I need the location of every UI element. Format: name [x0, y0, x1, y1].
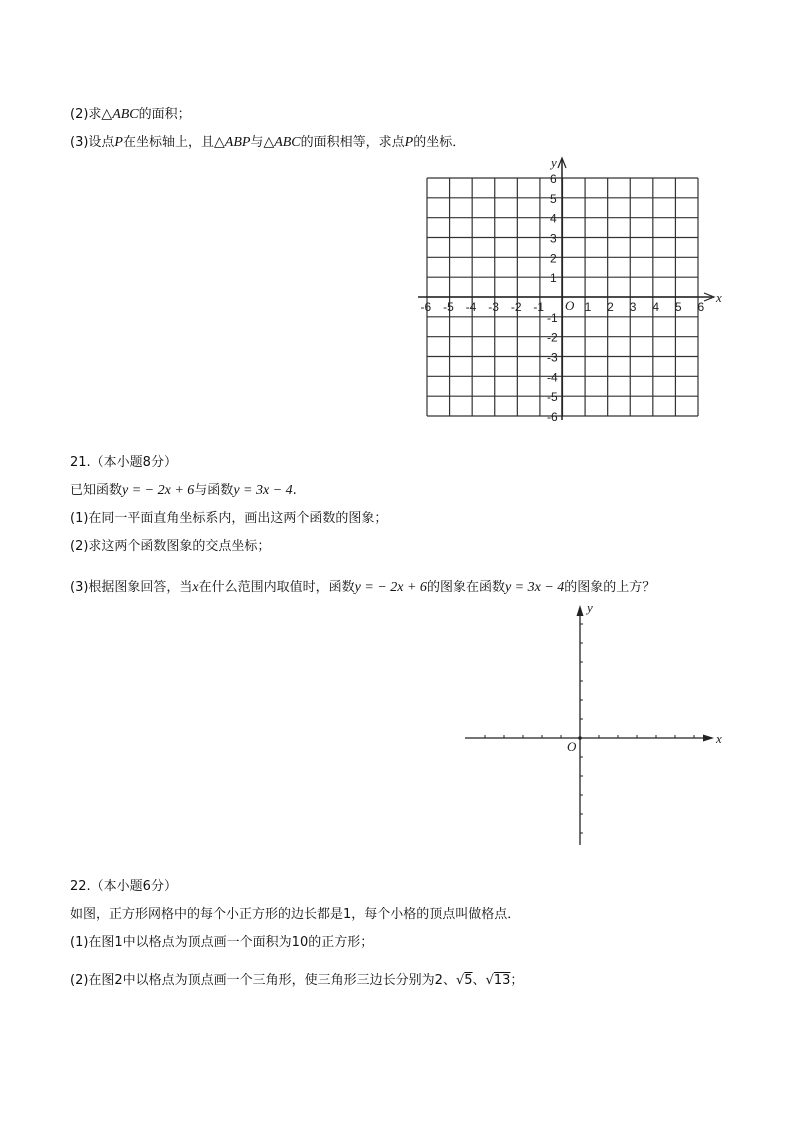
- x-axis-label: x: [716, 731, 722, 746]
- text: 与函数: [194, 483, 234, 498]
- q21-part1: (1)在同一平面直角坐标系内，画出这两个函数的图象；: [70, 511, 388, 526]
- q22-intro: 如图，正方形网格中的每个小正方形的边长都是1，每个小格的顶点叫做格点．: [70, 907, 521, 922]
- text: 的图象的上方？: [564, 580, 656, 595]
- point-p: P: [404, 135, 414, 150]
- text: 的面积相等，求点: [300, 135, 405, 150]
- x-tick-label: -3: [488, 300, 499, 314]
- x-tick-label: -1: [533, 300, 545, 314]
- q21-part3: [70, 579, 655, 597]
- triangle-abc: △ABC: [101, 107, 139, 122]
- text: 与: [250, 135, 264, 150]
- y-tick-label: -5: [547, 390, 558, 405]
- q21-part2: (2)求这两个函数图象的交点坐标；: [70, 539, 271, 554]
- x-axis-label: x: [716, 290, 722, 305]
- text: ；: [510, 973, 524, 988]
- y-tick-label: 6: [550, 172, 557, 186]
- y-tick-label: 5: [550, 191, 557, 206]
- text: 的图象在函数: [426, 580, 505, 595]
- y-axis-arrow-icon: [577, 605, 584, 616]
- text: (2)求: [70, 107, 102, 122]
- q22-part2: [70, 972, 523, 990]
- y-axis-label: y: [587, 600, 593, 615]
- x-tick-label: 5: [674, 300, 682, 314]
- y-tick-label: 2: [550, 251, 557, 266]
- x-tick-label: 6: [697, 300, 705, 314]
- y-tick-label: 4: [550, 211, 557, 226]
- var-x: x: [192, 580, 199, 595]
- origin-dot: [578, 736, 582, 740]
- text: .: [292, 483, 297, 498]
- text: 在什么范围内取值时，函数: [198, 580, 355, 595]
- function-2: y = 3x − 4: [504, 580, 565, 595]
- x-tick-label: 4: [652, 300, 660, 314]
- point-p: P: [114, 135, 123, 150]
- text: 、: [472, 973, 486, 988]
- sqrt-13: √13: [485, 973, 511, 988]
- sqrt-5: √5: [455, 973, 473, 988]
- q21-header: 21.（本小题8分）: [70, 455, 177, 470]
- x-tick-label: 2: [607, 300, 614, 314]
- y-tick-label: 3: [550, 231, 557, 246]
- y-axis-label: y: [551, 155, 557, 170]
- q21-intro: [70, 482, 297, 500]
- x-tick-label: -6: [420, 300, 432, 314]
- triangle-abc: △ABC: [263, 135, 301, 150]
- q22-part1: (1)在图1中以格点为顶点画一个面积为10的正方形；: [70, 935, 374, 950]
- x-tick-label: -4: [465, 300, 477, 314]
- radicand: 5: [464, 973, 473, 988]
- y-tick-label: -3: [547, 350, 558, 365]
- function-1: y = − 2x + 6: [354, 580, 427, 595]
- x-tick-label: 3: [629, 300, 637, 314]
- q22-header: 22.（本小题6分）: [70, 879, 177, 894]
- text: 的面积；: [138, 107, 191, 122]
- text: 已知函数: [70, 483, 123, 498]
- function-1: y = − 2x + 6: [122, 483, 195, 498]
- x-tick-label: 1: [584, 300, 592, 314]
- x-axis-arrow-icon: [703, 735, 714, 742]
- origin-label: O: [567, 739, 577, 754]
- y-tick-label: -6: [547, 410, 558, 424]
- triangle-abp: △ABP: [214, 135, 251, 150]
- y-tick-label: -4: [547, 370, 558, 385]
- radicand: 13: [493, 973, 511, 988]
- origin-label: O: [565, 298, 575, 313]
- text: 的坐标．: [413, 135, 466, 150]
- y-tick-label: -2: [547, 330, 558, 345]
- text: (3)设点: [70, 135, 115, 150]
- text: 在坐标轴上，且: [122, 135, 214, 150]
- text: (3)根据图象回答，当: [70, 580, 193, 595]
- x-tick-label: -2: [510, 300, 522, 314]
- y-tick-label: -1: [547, 310, 558, 325]
- function-2: y = 3x − 4: [233, 483, 293, 498]
- x-tick-label: -5: [443, 300, 454, 314]
- y-tick-label: 1: [550, 271, 557, 286]
- text: (2)在图2中以格点为顶点画一个三角形，使三角形三边长分别为2、: [70, 973, 456, 988]
